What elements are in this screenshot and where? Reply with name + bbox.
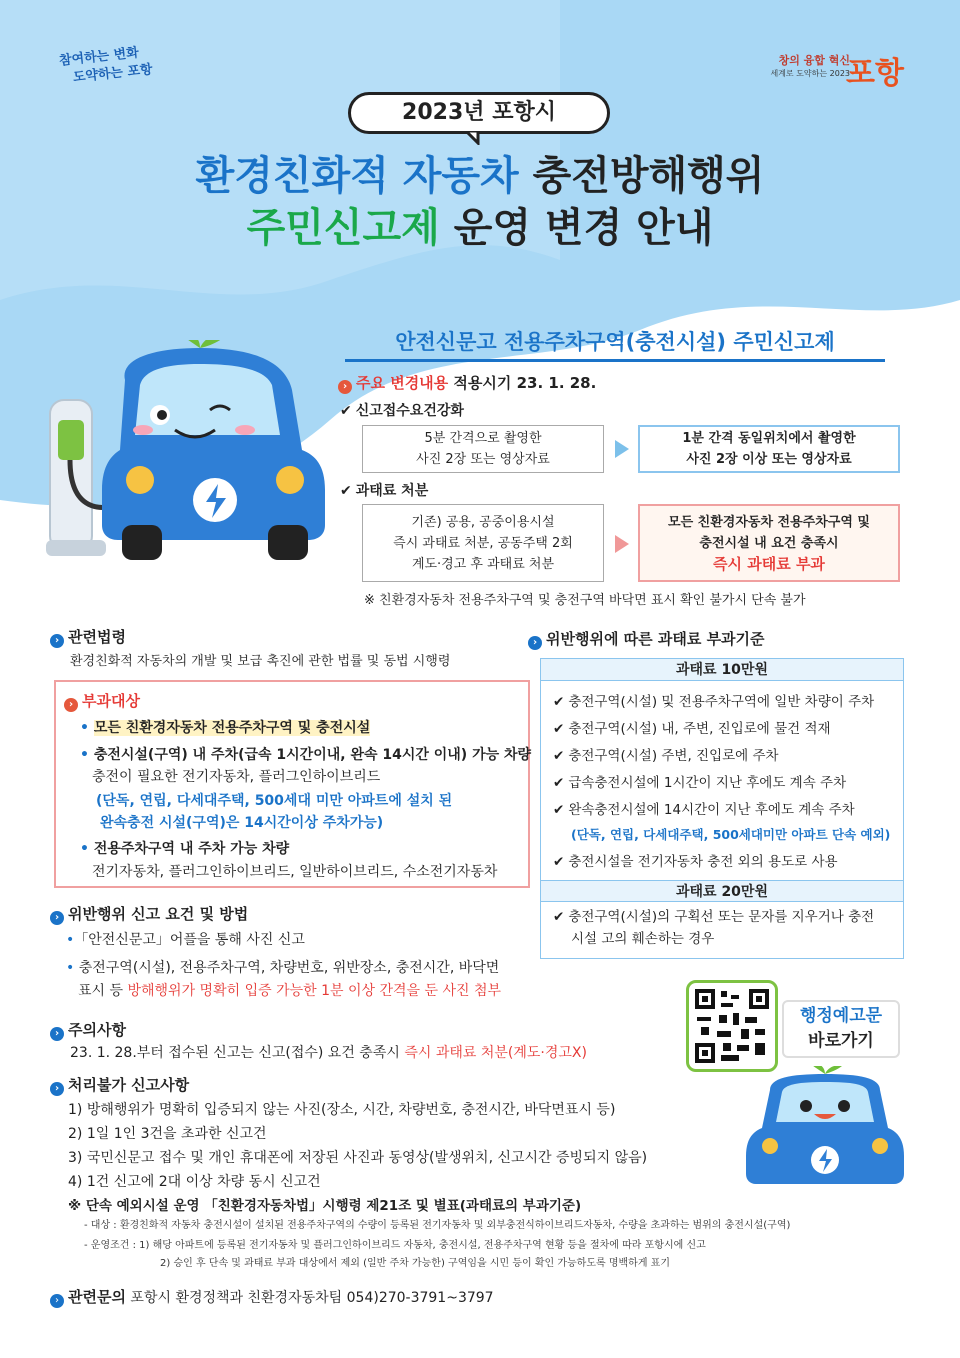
notaccepted-item: 1) 방해행위가 명확히 입증되지 않는 사진(장소, 시간, 차량번호, 충전시간, 바닥면표시 등)	[68, 1102, 616, 1118]
report-b2: • 충전구역(시설), 전용주차구역, 차량번호, 위반장소, 충전시간, 바닥면	[66, 960, 500, 976]
change2-after-line2: 충전시설 내 요건 충족시	[699, 535, 839, 551]
ev-car-charger-illustration	[40, 340, 330, 570]
year-badge: 2023년 포항시	[348, 92, 610, 134]
law-label: 관련법령	[68, 628, 126, 646]
qr-label-line2: 바로가기	[808, 1031, 874, 1051]
floor-mark-note: ※ 친환경자동차 전용주차구역 및 충전구역 바닥면 표시 확인 불가시 단속 불가	[364, 593, 806, 608]
change2-before-line3: 계도·경고 후 과태료 처분	[411, 556, 555, 572]
target-b2-sub: 충전이 필요한 전기자동차, 플러그인하이브리드	[92, 769, 381, 785]
arrow-bullet-icon: ›	[50, 1082, 64, 1096]
change-item2-label: 과태료 처분	[355, 483, 429, 499]
fine-row-text: 시설 고의 훼손하는 경우	[571, 931, 715, 947]
change1-after-line2: 사진 2장 이상 또는 영상자료	[686, 452, 852, 467]
fine-row-text: 충전시설을 전기자동차 충전 외의 용도로 사용	[568, 854, 838, 870]
report-b2-text: 충전구역(시설), 전용주차구역, 차량번호, 위반장소, 충전시간, 바닥면	[78, 960, 500, 976]
change1-before-line1: 5분 간격으로 촬영한	[424, 431, 542, 446]
main-title-line1	[0, 150, 960, 202]
fine-row-blue: (단독, 연립, 다세대주택, 500세대미만 아파트 단속 예외)	[571, 827, 891, 842]
caution-label: 주의사항	[68, 1021, 126, 1039]
law-text: 환경친화적 자동차의 개발 및 보급 촉진에 관한 법률 및 동법 시행령	[70, 654, 451, 669]
fine-rows-200k	[541, 902, 903, 958]
qr-label-line1: 행정예고문	[799, 1006, 883, 1026]
report-b2-line2	[78, 980, 501, 1003]
title-blue-part: 환경친화적 자동차	[195, 153, 519, 199]
report-header	[50, 903, 248, 925]
arrow-right-icon	[615, 535, 629, 553]
qr-code-icon	[695, 989, 769, 1063]
change2-after-line1: 모든 친환경자동차 전용주차구역 및	[668, 514, 870, 530]
checkmark-icon: ✔	[340, 403, 352, 419]
contact-row	[50, 1286, 494, 1308]
fine-row-text: 충전구역(시설) 주변, 진입로에 주차	[568, 748, 779, 764]
change1-after-box	[638, 425, 900, 473]
change2-after-box	[638, 504, 900, 582]
ev-car-small-illustration	[740, 1066, 910, 1194]
change2-before-box	[362, 504, 604, 582]
fines-header	[528, 628, 765, 650]
target-b2: • 충전시설(구역) 내 주차(급속 1시간이내, 완속 14시간 이내) 가능 차량	[80, 747, 532, 763]
report-b2-red: 방해행위가 명확히 입증 가능한 1분 이상 간격을 둔 사진 첨부	[127, 983, 502, 999]
section-subheading: 안전신문고 전용주차구역(충전시설) 주민신고제	[345, 322, 885, 362]
report-b2-dark: 표시 등	[78, 983, 124, 999]
caution-text	[70, 1042, 587, 1065]
slogan-left-line1: 참여하는 변화	[58, 45, 140, 69]
report-b1: •「안전신문고」어플을 통해 사진 신고	[66, 932, 305, 948]
contact-label: 관련문의	[68, 1288, 126, 1306]
pohang-logo-mark: 포항	[846, 56, 904, 91]
fine-row-text: 충전구역(시설)의 구획선 또는 문자를 지우거나 충전	[568, 909, 875, 925]
caution-header	[50, 1019, 126, 1041]
title-dark-part: 충전방해행위	[532, 153, 765, 199]
caution-dark: 23. 1. 28.부터 접수된 신고는 신고(접수) 요건 충족시	[70, 1045, 400, 1061]
exception-fine2: - 운영조건 : 1) 해당 아파트에 등록된 전기자동차 및 플러그인하이브리드 자동차, 충전시설, 전용주차구역 현황 등을 절차에 따라 포항시에 신고	[84, 1240, 706, 1251]
change2-after-red: 즉시 과태료 부과	[713, 554, 825, 573]
report-b1-text: 「안전신문고」어플을 통해 사진 신고	[74, 932, 305, 948]
fine-row-text: 완속충전시설에 14시간이 지난 후에도 계속 주차	[568, 802, 855, 818]
target-b1-text: 모든 친환경자동차 전용주차구역 및 충전시설	[93, 720, 371, 736]
slogan-logo-right	[770, 52, 904, 91]
target-b3: • 전용주차구역 내 주차 가능 차량	[80, 841, 290, 857]
change-item2-label-row	[340, 480, 428, 500]
notaccepted-header	[50, 1074, 189, 1096]
arrow-bullet-icon: ›	[50, 911, 64, 925]
title-dark-part2: 운영 변경 안내	[453, 205, 714, 251]
fine-row-text: 충전구역(시설) 내, 주변, 진입로에 물건 적재	[568, 721, 831, 737]
target-header	[64, 690, 140, 712]
report-label: 위반행위 신고 요건 및 방법	[68, 905, 249, 923]
target-b3-text: 전용주차구역 내 주차 가능 차량	[93, 841, 290, 857]
notaccepted-label: 처리불가 신고사항	[68, 1076, 190, 1094]
notice-shortcut-label[interactable]	[782, 1000, 900, 1058]
fine-row: ✔ 충전구역(시설) 내, 주변, 진입로에 물건 적재	[553, 721, 831, 737]
target-b2-blue1: (단독, 연립, 다세대주택, 500세대 미만 아파트에 설치 된	[96, 793, 453, 809]
target-b2-blue2: 완속충전 시설(구역)은 14시간이상 주차가능)	[100, 815, 384, 831]
slogan-left-line2: 도약하는 포항	[72, 62, 154, 86]
fine-head-100k: 과태료 10만원	[541, 659, 903, 681]
qr-code[interactable]	[686, 980, 778, 1072]
fine-row-text: 급속충전시설에 1시간이 지난 후에도 계속 주차	[568, 775, 847, 791]
target-b3-sub: 전기자동차, 플러그인하이브리드, 일반하이브리드, 수소전기자동차	[92, 864, 498, 880]
main-change-header	[338, 372, 596, 394]
arrow-bullet-icon: ›	[64, 698, 78, 712]
fine-row-text: 충전구역(시설) 및 전용주차구역에 일반 차량이 주차	[568, 694, 875, 710]
arrow-bullet-icon: ›	[50, 1027, 64, 1041]
title-green-part: 주민신고제	[246, 205, 440, 251]
notaccepted-item: 2) 1일 1인 3건을 초과한 신고건	[68, 1126, 267, 1142]
fines-label: 위반행위에 따른 과태료 부과기준	[546, 630, 765, 648]
contact-text: 포항시 환경정책과 친환경자동차팀 054)270-3791~3797	[130, 1290, 494, 1306]
target-b2-text: 충전시설(구역) 내 주차(급속 1시간이내, 완속 14시간 이내) 가능 차량	[93, 747, 532, 763]
main-change-label: 주요 변경내용	[356, 374, 449, 392]
slogan-right-line1: 창의 융합 혁신	[778, 54, 850, 67]
arrow-bullet-icon: ›	[338, 380, 352, 394]
arrow-bullet-icon: ›	[50, 1294, 64, 1308]
slogan-right-line2: 세계로 도약하는 2023	[770, 69, 850, 78]
checkmark-icon: ✔	[340, 483, 352, 499]
arrow-bullet-icon: ›	[528, 636, 542, 650]
change-item1-label-row	[340, 400, 464, 420]
fine-row: ✔ 충전시설을 전기자동차 충전 외의 용도로 사용	[553, 854, 838, 870]
exception-fine3: 2) 승인 후 단속 및 과태료 부과 대상에서 제외 (일반 주차 가능한) 구역임을 시민 등이 확인 가능하도록 명백하게 표기	[160, 1258, 670, 1269]
change2-before-line2: 즉시 과태료 처분, 공동주택 2회	[393, 535, 573, 551]
fines-table	[540, 658, 904, 959]
speech-tail-icon	[466, 131, 490, 145]
change2-before-line1: 기존) 공용, 공중이용시설	[411, 514, 555, 530]
target-b1: • 모든 친환경자동차 전용주차구역 및 충전시설	[80, 720, 371, 736]
fine-row: ✔ 충전구역(시설)의 구획선 또는 문자를 지우거나 충전	[553, 909, 875, 925]
change1-after-line1: 1분 간격 동일위치에서 촬영한	[682, 431, 856, 446]
exception-fine1: - 대상 : 환경친화적 자동차 충전시설이 설치된 전용주차구역의 수량이 등록된 전기자동차 및 외부충전식하이브리드자동차, 수량을 초과하는 범위의 충전시설(구역)	[84, 1220, 791, 1231]
notaccepted-list	[68, 1098, 647, 1194]
change1-before-line2: 사진 2장 또는 영상자료	[416, 452, 550, 467]
effective-date: 적용시기 23. 1. 28.	[453, 374, 597, 392]
fine-row: ✔ 충전구역(시설) 및 전용주차구역에 일반 차량이 주차	[553, 694, 875, 710]
notaccepted-item: 4) 1건 신고에 2대 이상 차량 동시 신고건	[68, 1174, 321, 1190]
fine-row: ✔ 충전구역(시설) 주변, 진입로에 주차	[553, 748, 779, 764]
notaccepted-item: 3) 국민신문고 접수 및 개인 휴대폰에 저장된 사진과 동영상(발생위치, 신고시간 증빙되지 않음)	[68, 1150, 648, 1166]
fine-rows-100k	[541, 681, 903, 874]
exception-title: ※ 단속 예외시설 운영 「친환경자동차법」시행령 제21조 및 별표(과태료의 부과기준)	[68, 1198, 582, 1214]
fine-row: ✔ 급속충전시설에 1시간이 지난 후에도 계속 주차	[553, 775, 847, 791]
fine-row: ✔ 완속충전시설에 14시간이 지난 후에도 계속 주차	[553, 802, 855, 818]
fine-head-200k: 과태료 20만원	[541, 880, 903, 902]
arrow-right-icon	[615, 440, 629, 458]
change1-before-box	[362, 425, 604, 473]
main-title-line2	[0, 202, 960, 254]
law-header	[50, 626, 126, 648]
target-label: 부과대상	[82, 692, 140, 710]
arrow-bullet-icon: ›	[50, 634, 64, 648]
change-item1-label: 신고접수요건강화	[355, 403, 464, 419]
caution-red: 즉시 과태료 처분(계도·경고X)	[404, 1045, 587, 1061]
